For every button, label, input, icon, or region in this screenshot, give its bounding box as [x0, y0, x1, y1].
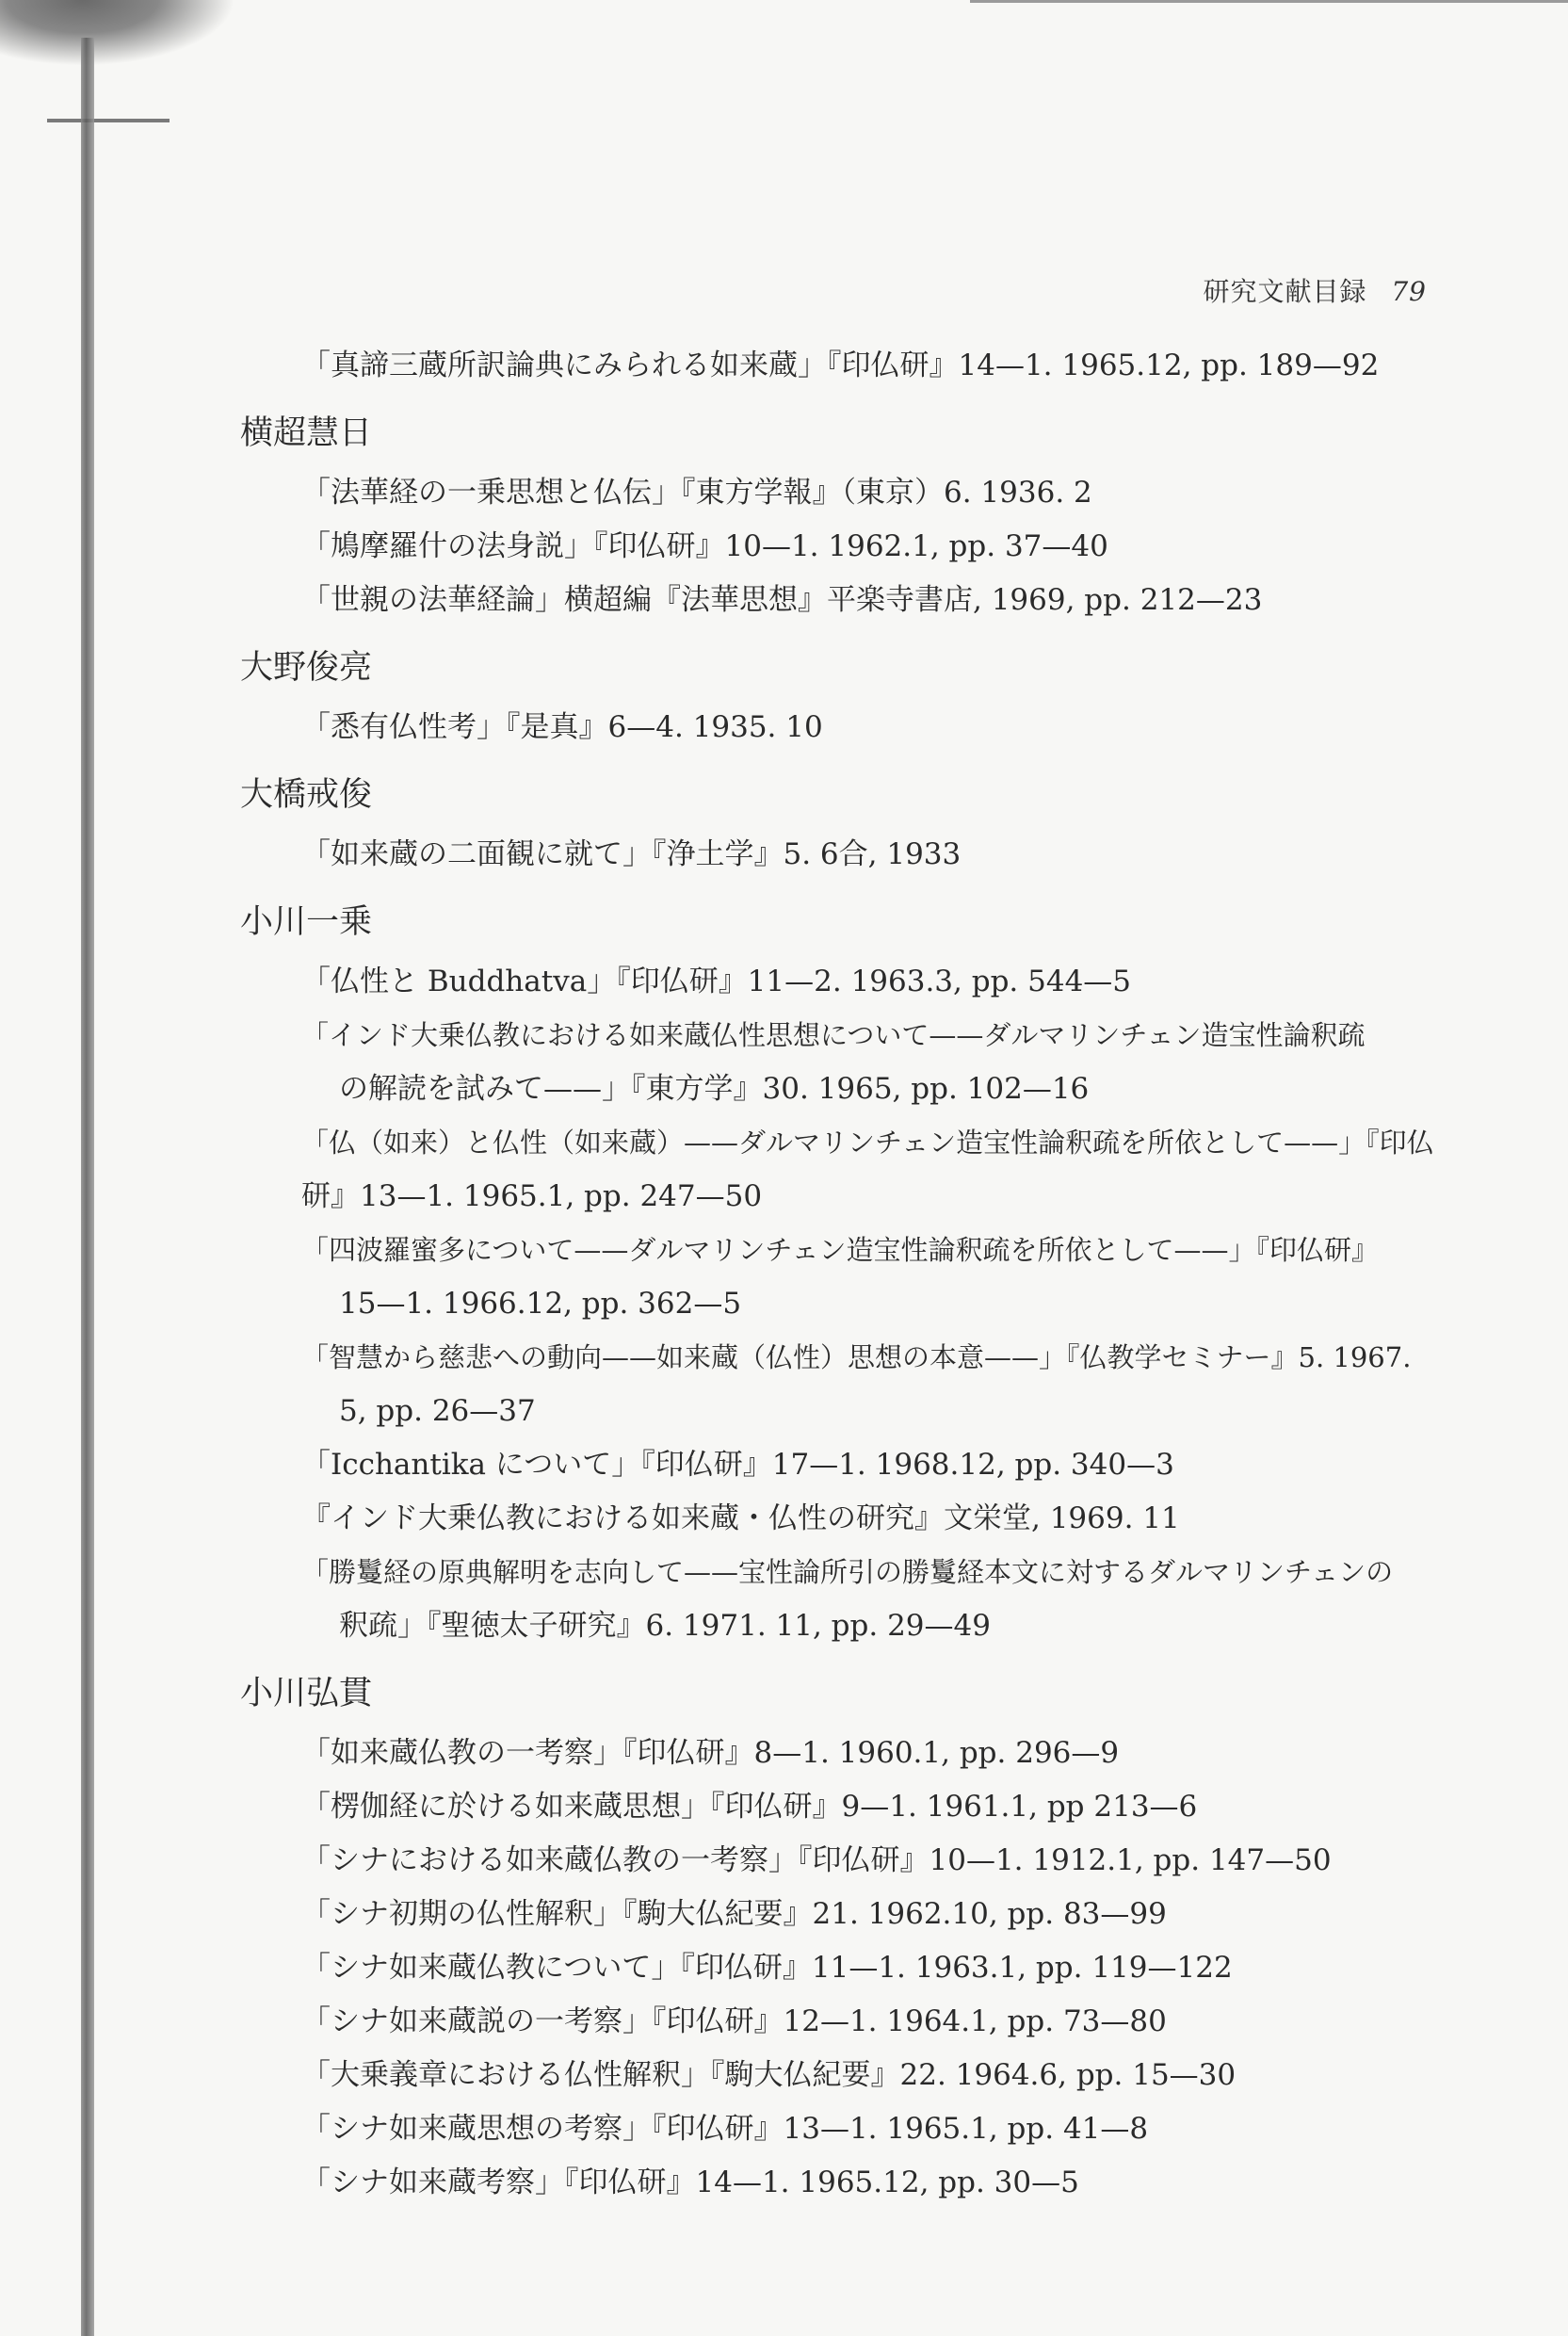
bib-entry: 「勝鬘経の原典解明を志向して——宝性論所引の勝鬘経本文に対するダルマリンチェンの [301, 1556, 1394, 1588]
bib-entry-continuation: 釈疏」『聖徳太子研究』6. 1971. 11, pp. 29—49 [339, 1609, 991, 1643]
bib-entry: 「如来蔵の二面観に就て」『浄土学』5. 6合, 1933 [301, 837, 962, 871]
bib-entry: 『インド大乗仏教における如来蔵・仏性の研究』文栄堂, 1969. 11 [301, 1501, 1180, 1535]
author-heading: 小川弘貫 [240, 1675, 373, 1712]
scan-top-rule [970, 0, 1568, 3]
bib-entry: 「シナ如来蔵考察」『印仏研』14—1. 1965.12, pp. 30—5 [301, 2166, 1079, 2199]
bib-entry: 「仏性と Buddhatva」『印仏研』11—2. 1963.3, pp. 544—5 [301, 965, 1132, 998]
bib-entry: 「智慧から慈悲への動向——如来蔵（仏性）思想の本意——」『仏教学セミナー』5. 1967. [301, 1341, 1412, 1373]
bib-entry: 「悉有仏性考」『是真』6—4. 1935. 10 [301, 710, 823, 744]
bib-entry-continuation: の解読を試みて——」『東方学』30. 1965, pp. 102—16 [339, 1072, 1090, 1106]
running-head [1203, 271, 1427, 309]
bib-entry: 「法華経の一乗思想と仏伝」『東方学報』（東京）6. 1936. 2 [301, 476, 1092, 510]
scan-binding-shadow [0, 0, 235, 66]
bib-entry: 「シナにおける如来蔵仏教の一考察」『印仏研』10—1. 1912.1, pp. 147—50 [301, 1843, 1332, 1877]
bibliography [240, 339, 1464, 2210]
scan-binding-edge [81, 38, 94, 2336]
bib-entry: 「シナ如来蔵説の一考察」『印仏研』12—1. 1964.1, pp. 73—80 [301, 2004, 1167, 2038]
bib-entry: 「如来蔵仏教の一考察」『印仏研』8—1. 1960.1, pp. 296—9 [301, 1736, 1120, 1770]
bib-entry-continuation: 5, pp. 26—37 [339, 1394, 536, 1428]
bib-entry: 「仏（如来）と仏性（如来蔵）——ダルマリンチェン造宝性論釈疏を所依として——」『印仏 [301, 1127, 1434, 1159]
bib-entry: 「Icchantika について」『印仏研』17—1. 1968.12, pp. 340—3 [301, 1448, 1174, 1482]
bib-entry: 「四波羅蜜多について——ダルマリンチェン造宝性論釈疏を所依として——」『印仏研』 [301, 1234, 1380, 1266]
author-heading: 小川一乗 [240, 903, 373, 941]
bib-entry: 「シナ初期の仏性解釈」『駒大仏紀要』21. 1962.10, pp. 83—99 [301, 1897, 1167, 1931]
bib-entry: 「真諦三蔵所訳論典にみられる如来蔵」『印仏研』14—1. 1965.12, pp. 189—92 [301, 349, 1380, 382]
author-heading: 大橋戒俊 [240, 776, 373, 814]
author-heading: 横超慧日 [240, 414, 373, 452]
bib-entry: 「シナ如来蔵仏教について」『印仏研』11—1. 1963.1, pp. 119—122 [301, 1951, 1233, 1985]
author-heading: 大野俊亮 [240, 649, 373, 687]
bib-entry: 「シナ如来蔵思想の考察」『印仏研』13—1. 1965.1, pp. 41—8 [301, 2112, 1149, 2146]
bib-entry: 「インド大乗仏教における如来蔵仏性思想について——ダルマリンチェン造宝性論釈疏 [301, 1019, 1366, 1051]
bib-entry: 「楞伽経に於ける如来蔵思想」『印仏研』9—1. 1961.1, pp 213—6 [301, 1790, 1198, 1824]
bib-entry-continuation: 15—1. 1966.12, pp. 362—5 [339, 1287, 742, 1321]
bib-entry: 「世親の法華経論」横超編『法華思想』平楽寺書店, 1969, pp. 212—23 [301, 583, 1263, 617]
bib-entry: 「鳩摩羅什の法身説」『印仏研』10—1. 1962.1, pp. 37—40 [301, 529, 1108, 563]
bib-entry: 「大乗義章における仏性解釈」『駒大仏紀要』22. 1964.6, pp. 15—30 [301, 2058, 1237, 2092]
bib-entry-continuation: 研』13—1. 1965.1, pp. 247—50 [301, 1179, 763, 1213]
scan-binding-mark [47, 119, 170, 122]
page-number: 79 [1391, 276, 1427, 307]
running-head-title: 研究文献目録 [1203, 276, 1367, 307]
